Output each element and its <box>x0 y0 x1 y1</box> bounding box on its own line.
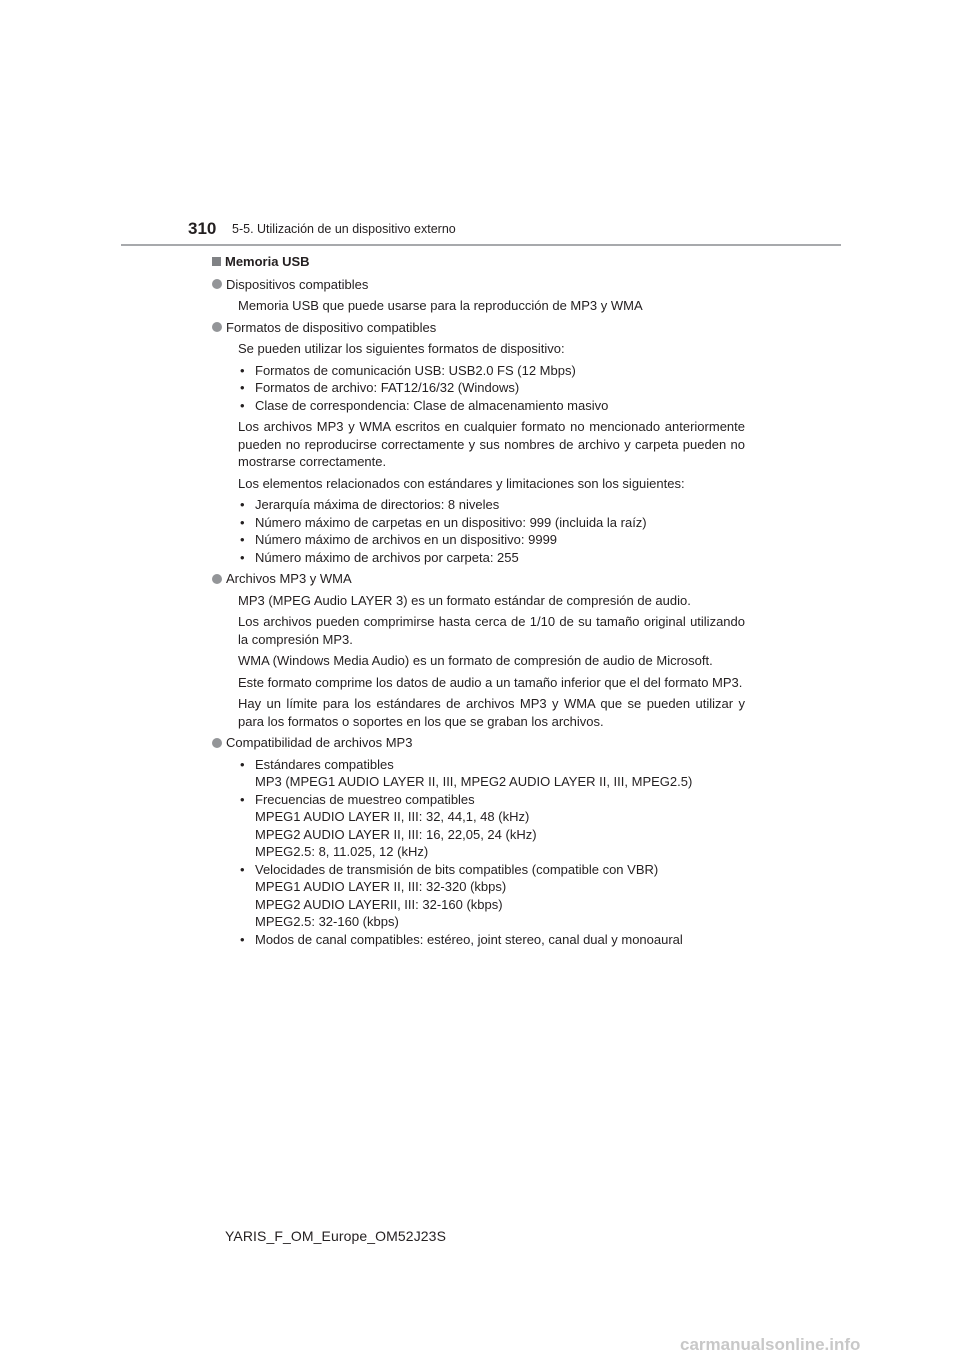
circle-bullet-icon <box>212 279 222 289</box>
circle-bullet-icon <box>212 574 222 584</box>
item-title: Archivos MP3 y WMA <box>226 571 352 586</box>
square-bullet-icon <box>212 257 221 266</box>
list-item <box>238 861 745 931</box>
list-item: • Número máximo de archivos en un dispositivo: 9999 <box>238 531 745 549</box>
list-item-line: MPEG2.5: 32-160 (kbps) <box>255 914 399 929</box>
item-archivos <box>212 570 745 588</box>
list-item-line: MPEG2 AUDIO LAYERII, III: 32-160 (kbps) <box>255 896 503 912</box>
list-item: • Jerarquía máxima de directorios: 8 niveles <box>238 496 745 514</box>
paragraph: Este formato comprime los datos de audio a un tamaño inferior que el del formato MP3. <box>238 674 743 690</box>
item-title: Compatibilidad de archivos MP3 <box>226 735 413 750</box>
paragraph: WMA (Windows Media Audio) es un formato de compresión de audio de Microsoft. <box>238 653 713 668</box>
item-formatos <box>212 319 745 337</box>
item-title: Dispositivos compatibles <box>226 276 369 292</box>
list-item: • Formatos de archivo: FAT12/16/32 (Windows) <box>238 379 745 397</box>
bullet-list <box>238 362 745 415</box>
item-dispositivos <box>212 276 745 294</box>
paragraph: Los archivos MP3 y WMA escritos en cualquier formato no mencionado anteriormente pueden no reproducirse correctamente y sus nombres de archivo y carpeta pueden no mostrarse correctamente. <box>238 419 745 469</box>
paragraph: Los elementos relacionados con estándares y limitaciones son los siguientes: <box>238 475 685 491</box>
list-item-line: MPEG1 AUDIO LAYER II, III: 32, 44,1, 48 (kHz) <box>255 809 530 824</box>
item-compatibilidad <box>212 734 745 752</box>
paragraph: MP3 (MPEG Audio LAYER 3) es un formato estándar de compresión de audio. <box>238 592 691 608</box>
list-item: • Número máximo de carpetas en un dispositivo: 999 (incluida la raíz) <box>238 514 745 532</box>
list-item: • Clase de correspondencia: Clase de almacenamiento masivo <box>238 397 745 415</box>
paragraph: Memoria USB que puede usarse para la reproducción de MP3 y WMA <box>238 298 643 313</box>
list-item: • Formatos de comunicación USB: USB2.0 FS (12 Mbps) <box>238 362 745 380</box>
list-item <box>238 791 745 861</box>
list-item: • Número máximo de archivos por carpeta: 255 <box>238 549 745 567</box>
paragraph: Se pueden utilizar los siguientes formatos de dispositivo: <box>238 341 565 356</box>
list-item-label: • Frecuencias de muestreo compatibles <box>255 791 475 807</box>
list-item <box>238 756 745 791</box>
circle-bullet-icon <box>212 738 222 748</box>
list-item-label: • Velocidades de transmisión de bits compatibles (compatible con VBR) <box>255 861 659 877</box>
header-rule <box>121 244 841 246</box>
section-heading <box>212 253 745 271</box>
paragraph: Hay un límite para los estándares de archivos MP3 y WMA que se pueden utilizar y para los formatos o soportes en los que se graban los archivos. <box>238 696 745 729</box>
page-number: 310 <box>188 219 217 238</box>
section-title: 5-5. Utilización de un dispositivo externo <box>232 222 456 236</box>
list-item-line: MPEG1 AUDIO LAYER II, III: 32-320 (kbps) <box>255 879 507 894</box>
content-body <box>212 253 745 952</box>
list-item <box>238 931 745 949</box>
circle-bullet-icon <box>212 322 222 332</box>
watermark-text: carmanualsonline.info <box>680 1335 861 1354</box>
item-title: Formatos de dispositivo compatibles <box>226 319 437 335</box>
bullet-list <box>238 756 745 949</box>
list-item-label: • Estándares compatibles <box>255 756 394 772</box>
document-code: YARIS_F_OM_Europe_OM52J23S <box>225 1228 447 1244</box>
bullet-list <box>238 496 745 566</box>
list-item-label: • Modos de canal compatibles: estéreo, joint stereo, canal dual y monoaural <box>255 931 683 947</box>
heading-text: Memoria USB <box>225 254 310 269</box>
list-item-line: MPEG2.5: 8, 11.025, 12 (kHz) <box>255 844 429 859</box>
paragraph: Los archivos pueden comprimirse hasta cerca de 1/10 de su tamaño original utilizando la compresión MP3. <box>238 614 745 647</box>
list-item-line: MP3 (MPEG1 AUDIO LAYER II, III, MPEG2 AUDIO LAYER II, III, MPEG2.5) <box>255 774 693 789</box>
list-item-line: MPEG2 AUDIO LAYER II, III: 16, 22,05, 24 (kHz) <box>255 826 537 842</box>
